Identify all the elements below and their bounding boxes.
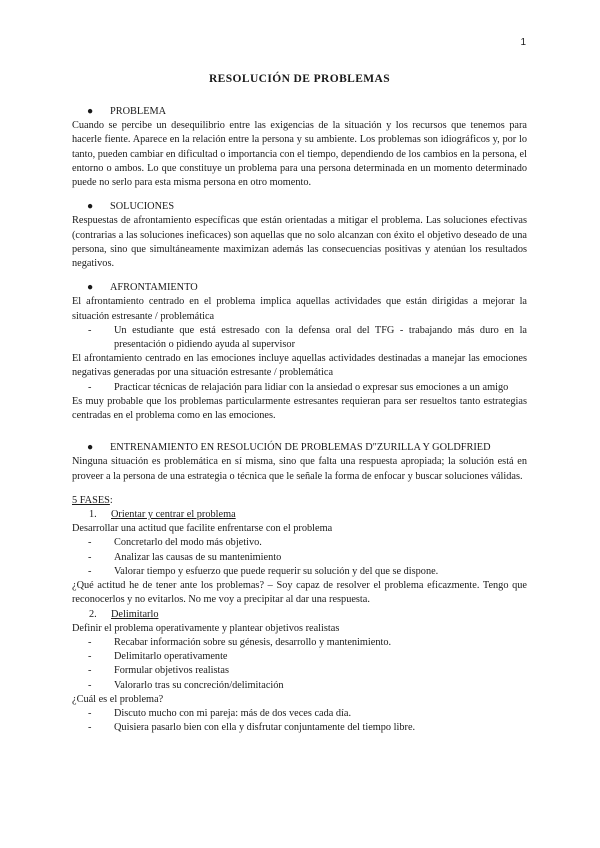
list-item xyxy=(72,381,527,395)
dash-marker: - xyxy=(88,565,92,577)
page-title: RESOLUCIÓN DE PROBLEMAS xyxy=(208,73,391,85)
phase-question: ¿Cuál es el problema? xyxy=(72,693,164,705)
dash-marker: - xyxy=(88,707,92,719)
fases-label-colon: : xyxy=(109,494,113,506)
dash-marker: - xyxy=(88,651,92,663)
phase-intro: Desarrollar una actitud que facilite enfrentarse con el problema xyxy=(72,523,333,535)
section-heading-afrontamiento xyxy=(72,281,527,295)
list-item xyxy=(72,679,527,693)
dash-marker: - xyxy=(88,324,92,336)
list-item-text: Concretarlo del modo más objetivo. xyxy=(114,537,262,549)
list-item xyxy=(72,636,527,650)
phase-title: Delimitarlo xyxy=(111,608,159,620)
dash-marker: - xyxy=(88,551,92,563)
dash-marker: - xyxy=(88,636,92,648)
heading-text: AFRONTAMIENTO xyxy=(110,282,198,294)
paragraph-entrenamiento: Ninguna situación es problemática en sí misma, sino que falta una respuesta apropiada; la solución está en proveer a la persona de una estrategia o técnica que le señale la forma de enfocar y buscar soluciones válidas. xyxy=(72,456,527,482)
heading-text: PROBLEMA xyxy=(110,106,167,117)
list-item-text: Formular objetivos realistas xyxy=(114,665,229,677)
phase-question: ¿Qué actitud he de tener ante los problemas? – Soy capaz de resolver el problema eficazmente. Tengo que reconocerlos y no evitarlos. No me voy a precipitar al dar una respuesta. xyxy=(72,580,527,606)
phase-number: 1. xyxy=(89,509,97,521)
list-item xyxy=(72,324,527,352)
bullet-icon: ● xyxy=(87,201,94,213)
heading-text: ENTRENAMIENTO EN RESOLUCIÓN DE PROBLEMAS D"ZURILLA Y GOLDFRIED xyxy=(110,442,491,454)
section-heading-problema xyxy=(72,105,527,119)
list-item xyxy=(72,664,527,678)
list-item-text: Analizar las causas de su mantenimiento xyxy=(114,551,282,563)
dash-marker: - xyxy=(88,665,92,677)
list-item-text: Recabar información sobre su génesis, desarrollo y mantenimiento. xyxy=(114,636,392,648)
dash-marker: - xyxy=(88,679,92,691)
list-item-text: Practicar técnicas de relajación para lidiar con la ansiedad o expresar sus emociones a un amigo xyxy=(114,381,509,393)
list-item-text: Valorarlo tras su concreción/delimitación xyxy=(114,679,284,691)
heading-text: SOLUCIONES xyxy=(110,201,175,213)
paragraph-afrontamiento-problema: El afrontamiento centrado en el problema implica aquellas actividades que están dirigidas a mejorar la situación estresante / problemática xyxy=(72,296,527,322)
phase-title: Orientar y centrar el problema xyxy=(111,509,236,521)
list-item-text: Un estudiante que está estresado con la defensa oral del TFG - trabajando más duro en la presentación o pidiendo ayuda al supervisor xyxy=(114,324,527,351)
section-heading-soluciones xyxy=(72,200,527,214)
list-item xyxy=(72,536,527,550)
list-item xyxy=(72,565,527,579)
list-item xyxy=(72,721,527,735)
list-item xyxy=(72,551,527,565)
paragraph-afrontamiento-emociones: El afrontamiento centrado en las emociones incluye aquellas actividades destinadas a manejar las emociones negativas generadas por una situación estresante / problemática xyxy=(72,353,527,379)
page-number: 1 xyxy=(520,37,526,48)
list-item xyxy=(72,650,527,664)
dash-marker: - xyxy=(88,722,92,734)
phase-intro: Definir el problema operativamente y plantear objetivos realistas xyxy=(72,622,340,634)
paragraph-afrontamiento-conclusion: Es muy probable que los problemas particularmente estresantes requieran para ser resueltos tanto estrategias centradas en el problema como en las emociones. xyxy=(72,395,527,422)
phase-heading-2 xyxy=(72,608,527,622)
bullet-icon: ● xyxy=(87,282,94,294)
bullet-icon: ● xyxy=(87,442,94,454)
bullet-icon: ● xyxy=(87,106,94,117)
phase-number: 2. xyxy=(89,608,97,620)
list-item xyxy=(72,707,527,721)
dash-marker: - xyxy=(88,381,92,393)
list-item-text: Valorar tiempo y esfuerzo que puede requerir su solución y del que se dispone. xyxy=(114,565,439,577)
paragraph-soluciones: Respuestas de afrontamiento específicas que están orientadas a mitigar el problema. Las soluciones efectivas (contrarias a las soluciones ineficaces) son aquellas que no solo alcanzan con éxito el objetivo deseado de una persona, sino que simultáneamente maximizan además las consecuencias positivas y atenúan los resultados negativos. xyxy=(72,215,527,270)
list-item-text: Delimitarlo operativamente xyxy=(114,651,228,663)
section-heading-entrenamiento xyxy=(72,441,527,455)
dash-marker: - xyxy=(88,537,92,549)
list-item-text: Quisiera pasarlo bien con ella y disfrutar conjuntamente del tiempo libre. xyxy=(114,722,416,734)
list-item-text: Discuto mucho con mi pareja: más de dos veces cada día. xyxy=(114,707,352,719)
fases-label-text: 5 FASES xyxy=(72,494,110,506)
phase-heading-1 xyxy=(72,508,527,522)
fases-label xyxy=(72,494,527,508)
paragraph-problema: Cuando se percibe un desequilibrio entre las exigencias de la situación y los recursos que tenemos para hacerle fiente. Aparece en la relación entre la persona y su ambiente. Los problemas son idiográficos y, por lo tanto, pueden cambiar en dificultad o importancia con el tiempo, dependiendo de los cambios en la persona, el entorno o ambos. Lo que constituye un problema para una persona determinada en un momento determinado puede no serlo para esta misma persona en otro momento. xyxy=(72,120,527,189)
